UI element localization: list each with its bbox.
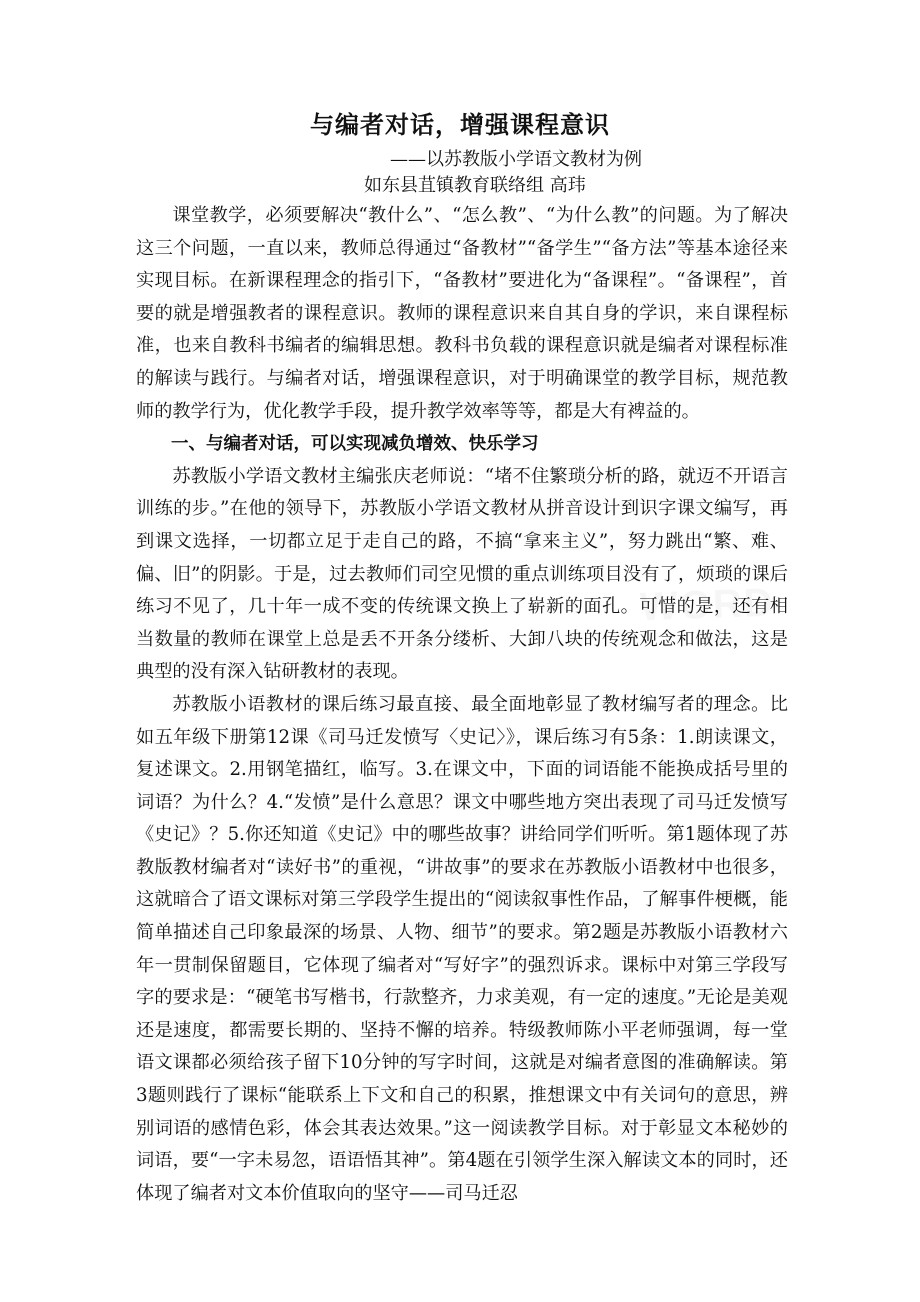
paragraph-intro: 课堂教学，必须要解决“教什么”、“怎么教”、“为什么教”的问题。为了解决这三个问题，一直以来，教师总得通过“备教材”“备学生”“备方法”等基本途径来实现目标。在新课程理念的指引下，“备教材”要进化为“备课程”。“备课程”，首要的就是增强教者的课程意识。教师的课程意识来自其自身的学识，来自课程标准，也来自教科书编者的编辑思想。教科书负载的课程意识就是编者对课程标准的解读与践行。与编者对话，增强课程意识，对于明确课堂的教学目标，规范教师的教学行为，优化教学手段，提升教学效率等等，都是大有裨益的。 — [136, 205, 788, 422]
section-heading-1: 一、与编者对话，可以实现减负增效、快乐学习 — [171, 434, 539, 455]
paragraph-2: 苏教版小学语文教材主编张庆老师说：“堵不住繁琐分析的路，就迈不开语言训练的步。”在他的领导下，苏教版小学语文教材从拼音设计到识字课文编写，再到课文选择，一切都立足于走自己的路，不搞“拿来主义”，努力跳出“繁、难、偏、旧”的阴影。于是，过去教师们司空见惯的重点训练项目没有了，烦琐的课后练习不见了，几十年一成不变的传统课文换上了崭新的面孔。可惜的是，还有相当数量的教师在课堂上总是丢不开条分缕析、大卸八块的传统观念和做法，这是典型的没有深入钻研教材的表现。 — [136, 465, 788, 683]
paragraph-3: 苏教版小语教材的课后练习最直接、最全面地彰显了教材编写者的理念。比如五年级下册第12课《司马迁发愤写〈史记〉》，课后练习有5条：1.朗读课文，复述课文。2.用钢笔描红，临写。3.在课文中，下面的词语能不能换成括号里的词语？为什么？4.“发愤”是什么意思？课文中哪些地方突出表现了司马迁发愤写《史记》？5.你还知道《史记》中的哪些故事？讲给同学们听听。第1题体现了苏教版教材编者对“读好书”的重视，“讲故事”的要求在苏教版小语教材中也很多，这就暗合了语文课标对第三学段学生提出的“阅读叙事性作品，了解事件梗概，能简单描述自己印象最深的场景、人物、细节”的要求。第2题是苏教版小语教材六年一贯制保留题目，它体现了编者对“写好字”的强烈诉求。课标中对第三学段写字的要求是：“硬笔书写楷书，行款整齐，力求美观，有一定的速度。”无论是美观还是速度，都需要长期的、坚持不懈的培养。特级教师陈小平老师强调，每一堂语文课都必须给孩子留下10分钟的写字时间，这就是对编者意图的准确解读。第3题则践行了课标“能联系上下文和自己的积累，推想课文中有关词句的意思，辨别词语的感情色彩，体会其表达效果。”这一阅读教学目标。对于彰显文本秘妙的词语，要“一字未易忽，语语悟其神”。第4题在引领学生深入解读文本的同时，还体现了编者对文本价值取向的坚守——司马迁忍 — [136, 693, 788, 1204]
document-body — [136, 200, 788, 1210]
author-line: 如东县苴镇教育联络组 高玮 — [364, 175, 586, 196]
document-subtitle: ——以苏教版小学语文教材为例 — [390, 149, 642, 170]
document-title: 与编者对话，增强课程意识 — [310, 110, 610, 139]
